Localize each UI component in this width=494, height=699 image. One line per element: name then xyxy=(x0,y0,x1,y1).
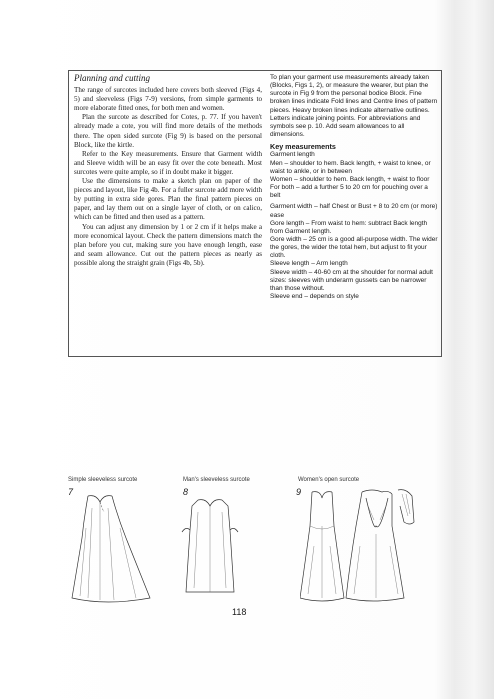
measurement-item: Men – shoulder to hem. Back length, + waist to knee, or waist to ankle, or in between xyxy=(270,159,431,175)
planning-column xyxy=(74,74,262,268)
figure-8-title: Man's sleeveless surcote xyxy=(183,477,250,483)
figure-8-number: 8 xyxy=(183,487,189,497)
paragraph: You can adjust any dimension by 1 or 2 cm if it helps make a more economical layout. Check the pattern dimensions match the plan before you cut, making sure you have enough length, ease and seam allowance. Cut out the pattern pieces as nearly as possible along the straight grain (Figs 4b, 5b). xyxy=(74,222,262,267)
intro-text: To plan your garment use measurements already taken (Blocks, Figs 1, 2), or measure the wearer, but plan the surcote in Fig 9 from the personal bodice Block. Fine broken lines indicate Fold lines and Centre lines of pattern pieces. Heavy broken lines indicate alternative outlines. Letters indicate joining points. For abbreviations and symbols see p. 10. Add seam allowances to all dimensions. xyxy=(270,74,438,139)
measurement-item: Gore width – 25 cm is a good all-purpose width. The wider the gores, the wider the total hem, but adjust to fit your cloth. xyxy=(270,235,438,260)
page-number: 118 xyxy=(232,607,247,617)
mans-surcote-drawing xyxy=(178,492,248,602)
key-measurements-heading: Key measurements xyxy=(270,142,336,152)
simple-surcote-drawing xyxy=(66,488,156,608)
measurement-item: For both – add a further 5 to 20 cm for pouching over a belt xyxy=(270,184,428,200)
section-heading: Planning and cutting xyxy=(74,73,150,83)
figure-7-title: Simple sleeveless surcote xyxy=(68,477,138,483)
measurement-item: Garment length xyxy=(270,151,315,159)
figure-9-title: Women's open surcote xyxy=(298,477,360,483)
measurement-item: Garment width – half Chest or Bust + 8 to 20 cm (or more) ease xyxy=(270,203,438,219)
figure-7-number: 7 xyxy=(68,487,74,497)
measurement-item: Sleeve width – 40-60 cm at the shoulder for normal adult sizes: sleeves with underarm gussets can be narrower than those without. xyxy=(270,268,433,292)
measurement-item: Gore length – From waist to hem: subtract Back length from Garment length. xyxy=(270,219,428,235)
paragraph: Plan the surcote as described for Cotes, p. 77. If you haven't already made a cote, you will find more details of the methods there. The open sided surcote (Fig 9) is based on the personal Block, like the kirtle. xyxy=(74,113,262,149)
figure-9-number: 9 xyxy=(296,487,302,497)
measurement-item: Sleeve end – depends on style xyxy=(270,293,359,301)
measurements-column xyxy=(270,74,440,301)
measurement-item: Sleeve length – Arm length xyxy=(270,260,348,268)
paragraph: Refer to the Key measurements. Ensure that Garment width and Sleeve width will be an easy fit over the cote beneath. Most surcotes were quite ample, so if in doubt make it bigger. xyxy=(74,149,262,176)
paragraph: The range of surcotes included here covers both sleeved (Figs 4, 5) and sleeveless (Figs 7-9) versions, from simple garments to more elaborate fitted ones, for both men and women. xyxy=(74,86,262,113)
measurement-item: Women – shoulder to hem. Back length, + waist to floor xyxy=(270,175,430,183)
paragraph: Use the dimensions to make a sketch plan on paper of the pieces and layout, like Fig 4b. For a fuller surcote add more width by putting in extra side gores. Plan the final pattern pieces on paper, and lay them out on a single layer of cloth, or on calico, which can be fitted and then used as a pattern. xyxy=(74,177,262,222)
womens-open-surcote-drawing xyxy=(300,486,420,606)
